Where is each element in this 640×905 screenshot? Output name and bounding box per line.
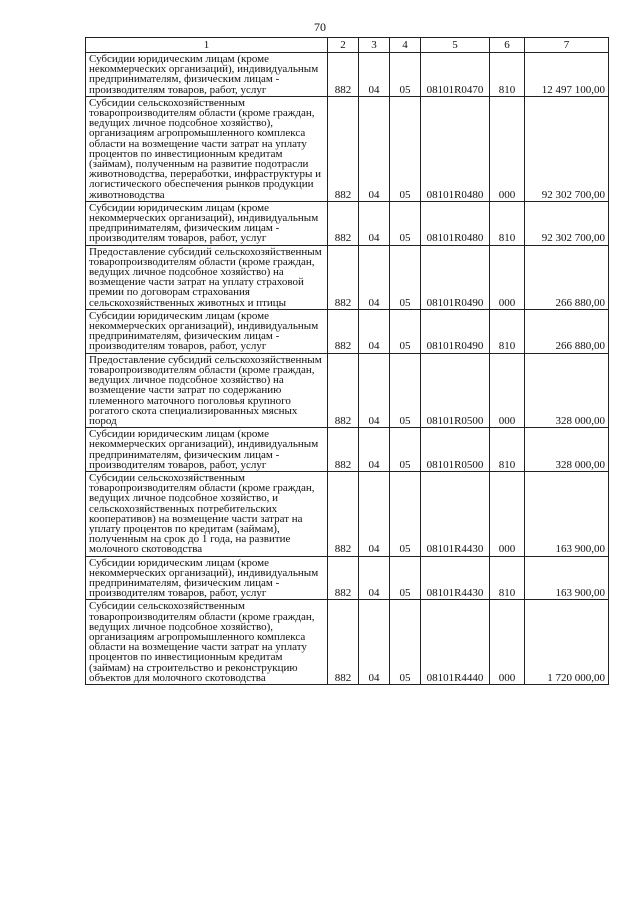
row-description: Предоставление субсидий сельскохозяйственным товаропроизводителям области (кроме граждан, ведущих личное подсобное хозяйство) на возмещение части затрат на уплату страховой премии по договорам страхования сельскохозяйственных животных и птицы <box>86 245 328 309</box>
row-ministry: 882 <box>328 471 359 556</box>
table-row <box>86 53 609 97</box>
row-amount: 328 000,00 <box>525 428 609 472</box>
row-subsection: 05 <box>390 471 421 556</box>
row-amount: 92 302 700,00 <box>525 96 609 201</box>
row-description: Субсидии юридическим лицам (кроме некоммерческих организаций), индивидуальным предпринимателям, физическим лицам - производителям товаров, работ, услуг <box>86 53 328 97</box>
row-section: 04 <box>359 309 390 353</box>
row-amount: 328 000,00 <box>525 353 609 427</box>
row-ministry: 882 <box>328 428 359 472</box>
row-subsection: 05 <box>390 245 421 309</box>
row-section: 04 <box>359 201 390 245</box>
row-description: Субсидии сельскохозяйственным товаропроизводителям области (кроме граждан, ведущих личное подсобное хозяйство), организациям агропромышленного комплекса области на возмещение части затрат на уплату процентов по инвестиционным кредитам (займам) на строительство и реконструкцию объектов для молочного скотоводства <box>86 600 328 685</box>
row-target-article: 08101R0490 <box>421 309 490 353</box>
row-expense-type: 810 <box>490 556 525 600</box>
table-row <box>86 96 609 201</box>
row-amount: 163 900,00 <box>525 471 609 556</box>
row-section: 04 <box>359 471 390 556</box>
row-target-article: 08101R4430 <box>421 471 490 556</box>
table-row <box>86 309 609 353</box>
page-number: 70 <box>314 20 326 34</box>
table-row <box>86 600 609 685</box>
row-subsection: 05 <box>390 428 421 472</box>
header-cell-ministry: 2 <box>328 38 359 53</box>
row-ministry: 882 <box>328 353 359 427</box>
row-section: 04 <box>359 600 390 685</box>
row-subsection: 05 <box>390 353 421 427</box>
header-cell-target-article: 5 <box>421 38 490 53</box>
header-cell-description: 1 <box>86 38 328 53</box>
row-description: Субсидии юридическим лицам (кроме некоммерческих организаций), индивидуальным предпринимателям, физическим лицам - производителям товаров, работ, услуг <box>86 201 328 245</box>
row-ministry: 882 <box>328 53 359 97</box>
row-target-article: 08101R4440 <box>421 600 490 685</box>
row-description: Субсидии юридическим лицам (кроме некоммерческих организаций), индивидуальным предпринимателям, физическим лицам - производителям товаров, работ, услуг <box>86 556 328 600</box>
row-ministry: 882 <box>328 245 359 309</box>
row-section: 04 <box>359 353 390 427</box>
row-target-article: 08101R4430 <box>421 556 490 600</box>
row-description: Субсидии сельскохозяйственным товаропроизводителям области (кроме граждан, ведущих личное подсобное хозяйство, и сельскохозяйственных потребительских кооперативов) на возмещение части затрат на уплату процентов по кредитам (займам), полученным на срок до 1 года, на развитие молочного скотоводства <box>86 471 328 556</box>
row-subsection: 05 <box>390 556 421 600</box>
row-expense-type: 000 <box>490 353 525 427</box>
row-description: Субсидии сельскохозяйственным товаропроизводителям области (кроме граждан, ведущих личное подсобное хозяйство), организациям агропромышленного комплекса области на возмещение части затрат на уплату процентов по инвестиционным кредитам (займам), полученным на развитие подотрасли животноводства, переработки, инфраструктуры и логистического обеспечения рынков продукции животноводства <box>86 96 328 201</box>
row-expense-type: 000 <box>490 96 525 201</box>
row-subsection: 05 <box>390 96 421 201</box>
budget-table <box>85 37 609 685</box>
row-expense-type: 000 <box>490 245 525 309</box>
row-expense-type: 810 <box>490 53 525 97</box>
row-ministry: 882 <box>328 201 359 245</box>
row-section: 04 <box>359 96 390 201</box>
row-description: Субсидии юридическим лицам (кроме некоммерческих организаций), индивидуальным предпринимателям, физическим лицам - производителям товаров, работ, услуг <box>86 428 328 472</box>
row-target-article: 08101R0500 <box>421 428 490 472</box>
row-target-article: 08101R0470 <box>421 53 490 97</box>
table-row <box>86 428 609 472</box>
table-row <box>86 556 609 600</box>
row-target-article: 08101R0480 <box>421 201 490 245</box>
row-expense-type: 810 <box>490 309 525 353</box>
row-amount: 12 497 100,00 <box>525 53 609 97</box>
row-section: 04 <box>359 428 390 472</box>
header-cell-section: 3 <box>359 38 390 53</box>
row-expense-type: 810 <box>490 428 525 472</box>
row-description: Субсидии юридическим лицам (кроме некоммерческих организаций), индивидуальным предпринимателям, физическим лицам - производителям товаров, работ, услуг <box>86 309 328 353</box>
row-target-article: 08101R0500 <box>421 353 490 427</box>
row-subsection: 05 <box>390 600 421 685</box>
table-row <box>86 201 609 245</box>
row-amount: 1 720 000,00 <box>525 600 609 685</box>
row-target-article: 08101R0490 <box>421 245 490 309</box>
row-ministry: 882 <box>328 556 359 600</box>
row-expense-type: 810 <box>490 201 525 245</box>
row-description: Предоставление субсидий сельскохозяйственным товаропроизводителям области (кроме граждан, ведущих личное подсобное хозяйство) на возмещение части затрат по содержанию племенного маточного поголовья крупного рогатого скота специализированных мясных пород <box>86 353 328 427</box>
row-expense-type: 000 <box>490 471 525 556</box>
row-ministry: 882 <box>328 309 359 353</box>
row-subsection: 05 <box>390 201 421 245</box>
row-expense-type: 000 <box>490 600 525 685</box>
table-row <box>86 245 609 309</box>
row-section: 04 <box>359 245 390 309</box>
row-target-article: 08101R0480 <box>421 96 490 201</box>
row-amount: 266 880,00 <box>525 245 609 309</box>
header-cell-expense-type: 6 <box>490 38 525 53</box>
table-row <box>86 471 609 556</box>
header-cell-amount: 7 <box>525 38 609 53</box>
row-amount: 163 900,00 <box>525 556 609 600</box>
row-ministry: 882 <box>328 600 359 685</box>
header-cell-subsection: 4 <box>390 38 421 53</box>
row-section: 04 <box>359 556 390 600</box>
row-section: 04 <box>359 53 390 97</box>
table-header-row <box>86 38 609 53</box>
row-subsection: 05 <box>390 53 421 97</box>
row-amount: 266 880,00 <box>525 309 609 353</box>
row-ministry: 882 <box>328 96 359 201</box>
row-subsection: 05 <box>390 309 421 353</box>
row-amount: 92 302 700,00 <box>525 201 609 245</box>
table-row <box>86 353 609 427</box>
